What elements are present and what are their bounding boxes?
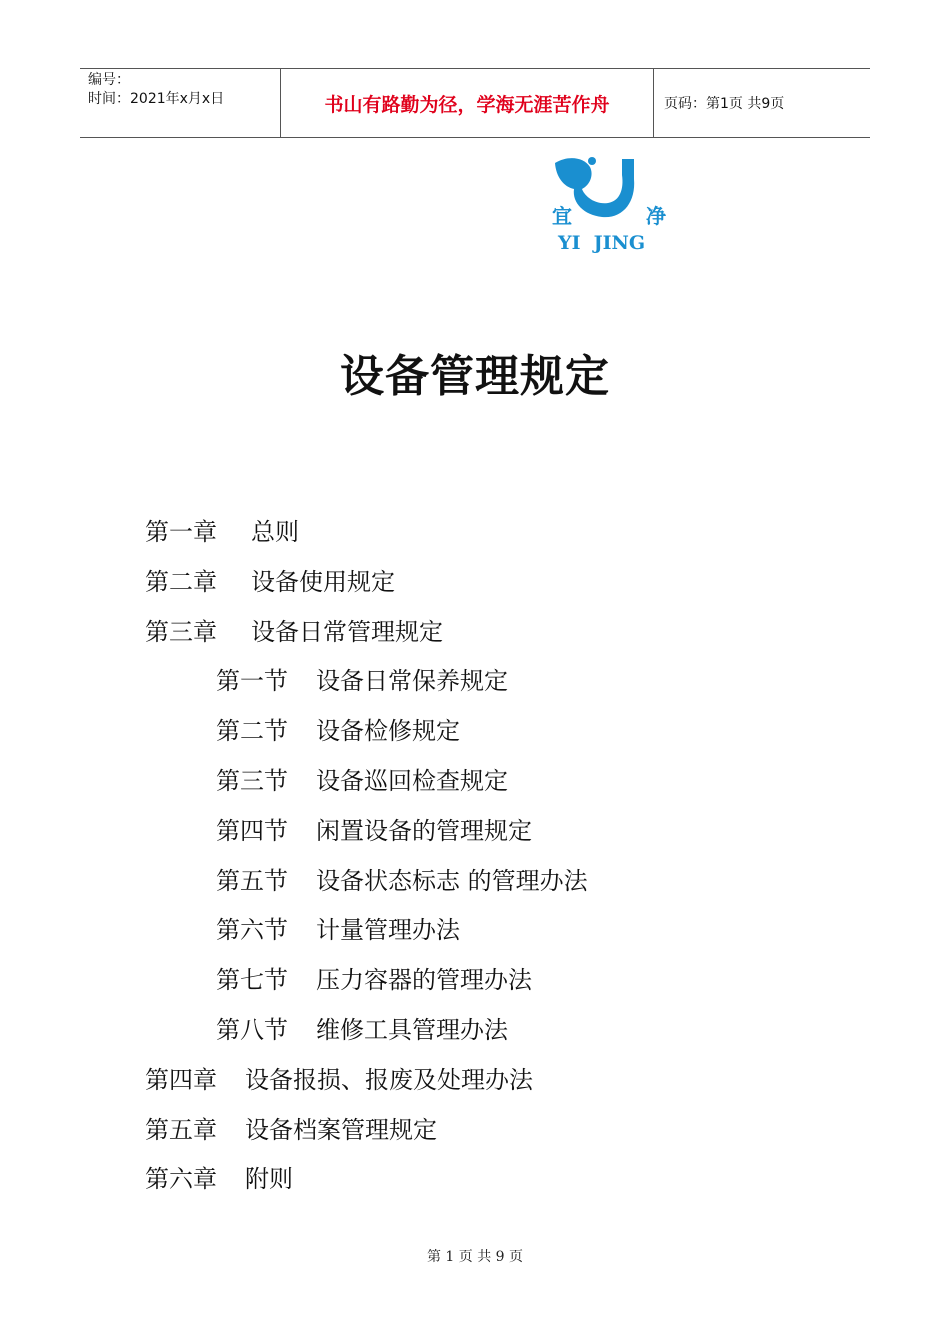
toc-item — [145, 1115, 437, 1145]
toc-item-title: 总则 — [251, 518, 299, 546]
toc-item-title: 设备档案管理规定 — [245, 1115, 437, 1144]
toc-item-number: 第三节 — [216, 767, 288, 795]
toc-item — [145, 517, 299, 547]
document-title: 设备管理规定 — [340, 351, 610, 402]
toc-item-title: 设备检修规定 — [316, 717, 460, 746]
toc-item-title: 附则 — [245, 1165, 293, 1194]
toc-item-number: 第四章 — [145, 1065, 217, 1094]
toc-item — [145, 1164, 293, 1194]
toc-item-number: 第七节 — [216, 966, 288, 995]
header-page-info: 页码：第1页 共9页 — [664, 96, 785, 112]
toc-item-number: 第一章 — [145, 518, 217, 546]
toc-item-number: 第二章 — [145, 567, 217, 596]
company-logo — [550, 155, 670, 255]
toc-item — [216, 766, 508, 796]
toc-item-number: 第八节 — [216, 1016, 288, 1044]
toc-item-number: 第五节 — [216, 866, 288, 895]
toc-item — [216, 716, 460, 746]
toc-item-number: 第六节 — [216, 916, 288, 945]
toc-item-title: 设备巡回检查规定 — [316, 767, 508, 795]
logo-cn-left: 宜 — [552, 204, 572, 228]
toc-item-title: 设备报损、报废及处理办法 — [245, 1065, 533, 1094]
document-number-label: 编号： — [88, 72, 130, 88]
toc-item — [216, 666, 508, 696]
toc-item-title: 设备状态标志 的管理办法 — [316, 866, 588, 895]
header-meta — [80, 69, 281, 137]
logo-en: YI JING — [558, 232, 646, 254]
toc-item — [216, 915, 460, 945]
document-date: 时间：2021年x月x日 — [88, 91, 225, 107]
toc-item-title: 计量管理办法 — [316, 916, 460, 945]
page-footer: 第 1 页 共 9 页 — [426, 1249, 524, 1265]
logo-cn-right: 净 — [646, 204, 666, 228]
toc-item-number: 第三章 — [145, 617, 217, 646]
toc-item — [216, 866, 588, 896]
toc-item-number: 第一节 — [216, 667, 288, 696]
toc-item — [216, 965, 532, 995]
toc-item-number: 第四节 — [216, 816, 288, 845]
toc-item — [216, 816, 532, 846]
toc-item — [145, 567, 395, 597]
toc-item-number: 第六章 — [145, 1165, 217, 1194]
toc-item-number: 第二节 — [216, 717, 288, 746]
toc-item — [145, 1065, 533, 1095]
toc-item-title: 设备日常保养规定 — [316, 667, 508, 696]
toc-item-title: 设备使用规定 — [251, 567, 395, 596]
toc-item — [145, 617, 443, 647]
toc-item — [216, 1015, 508, 1045]
toc-item-title: 压力容器的管理办法 — [316, 966, 532, 995]
toc-item-title: 维修工具管理办法 — [316, 1016, 508, 1044]
header-motto: 书山有路勤为径，学海无涯苦作舟 — [281, 69, 654, 137]
toc-item-title: 设备日常管理规定 — [251, 617, 443, 646]
page-header — [80, 68, 870, 138]
toc-item-title: 闲置设备的管理规定 — [316, 816, 532, 845]
toc-item-number: 第五章 — [145, 1115, 217, 1144]
